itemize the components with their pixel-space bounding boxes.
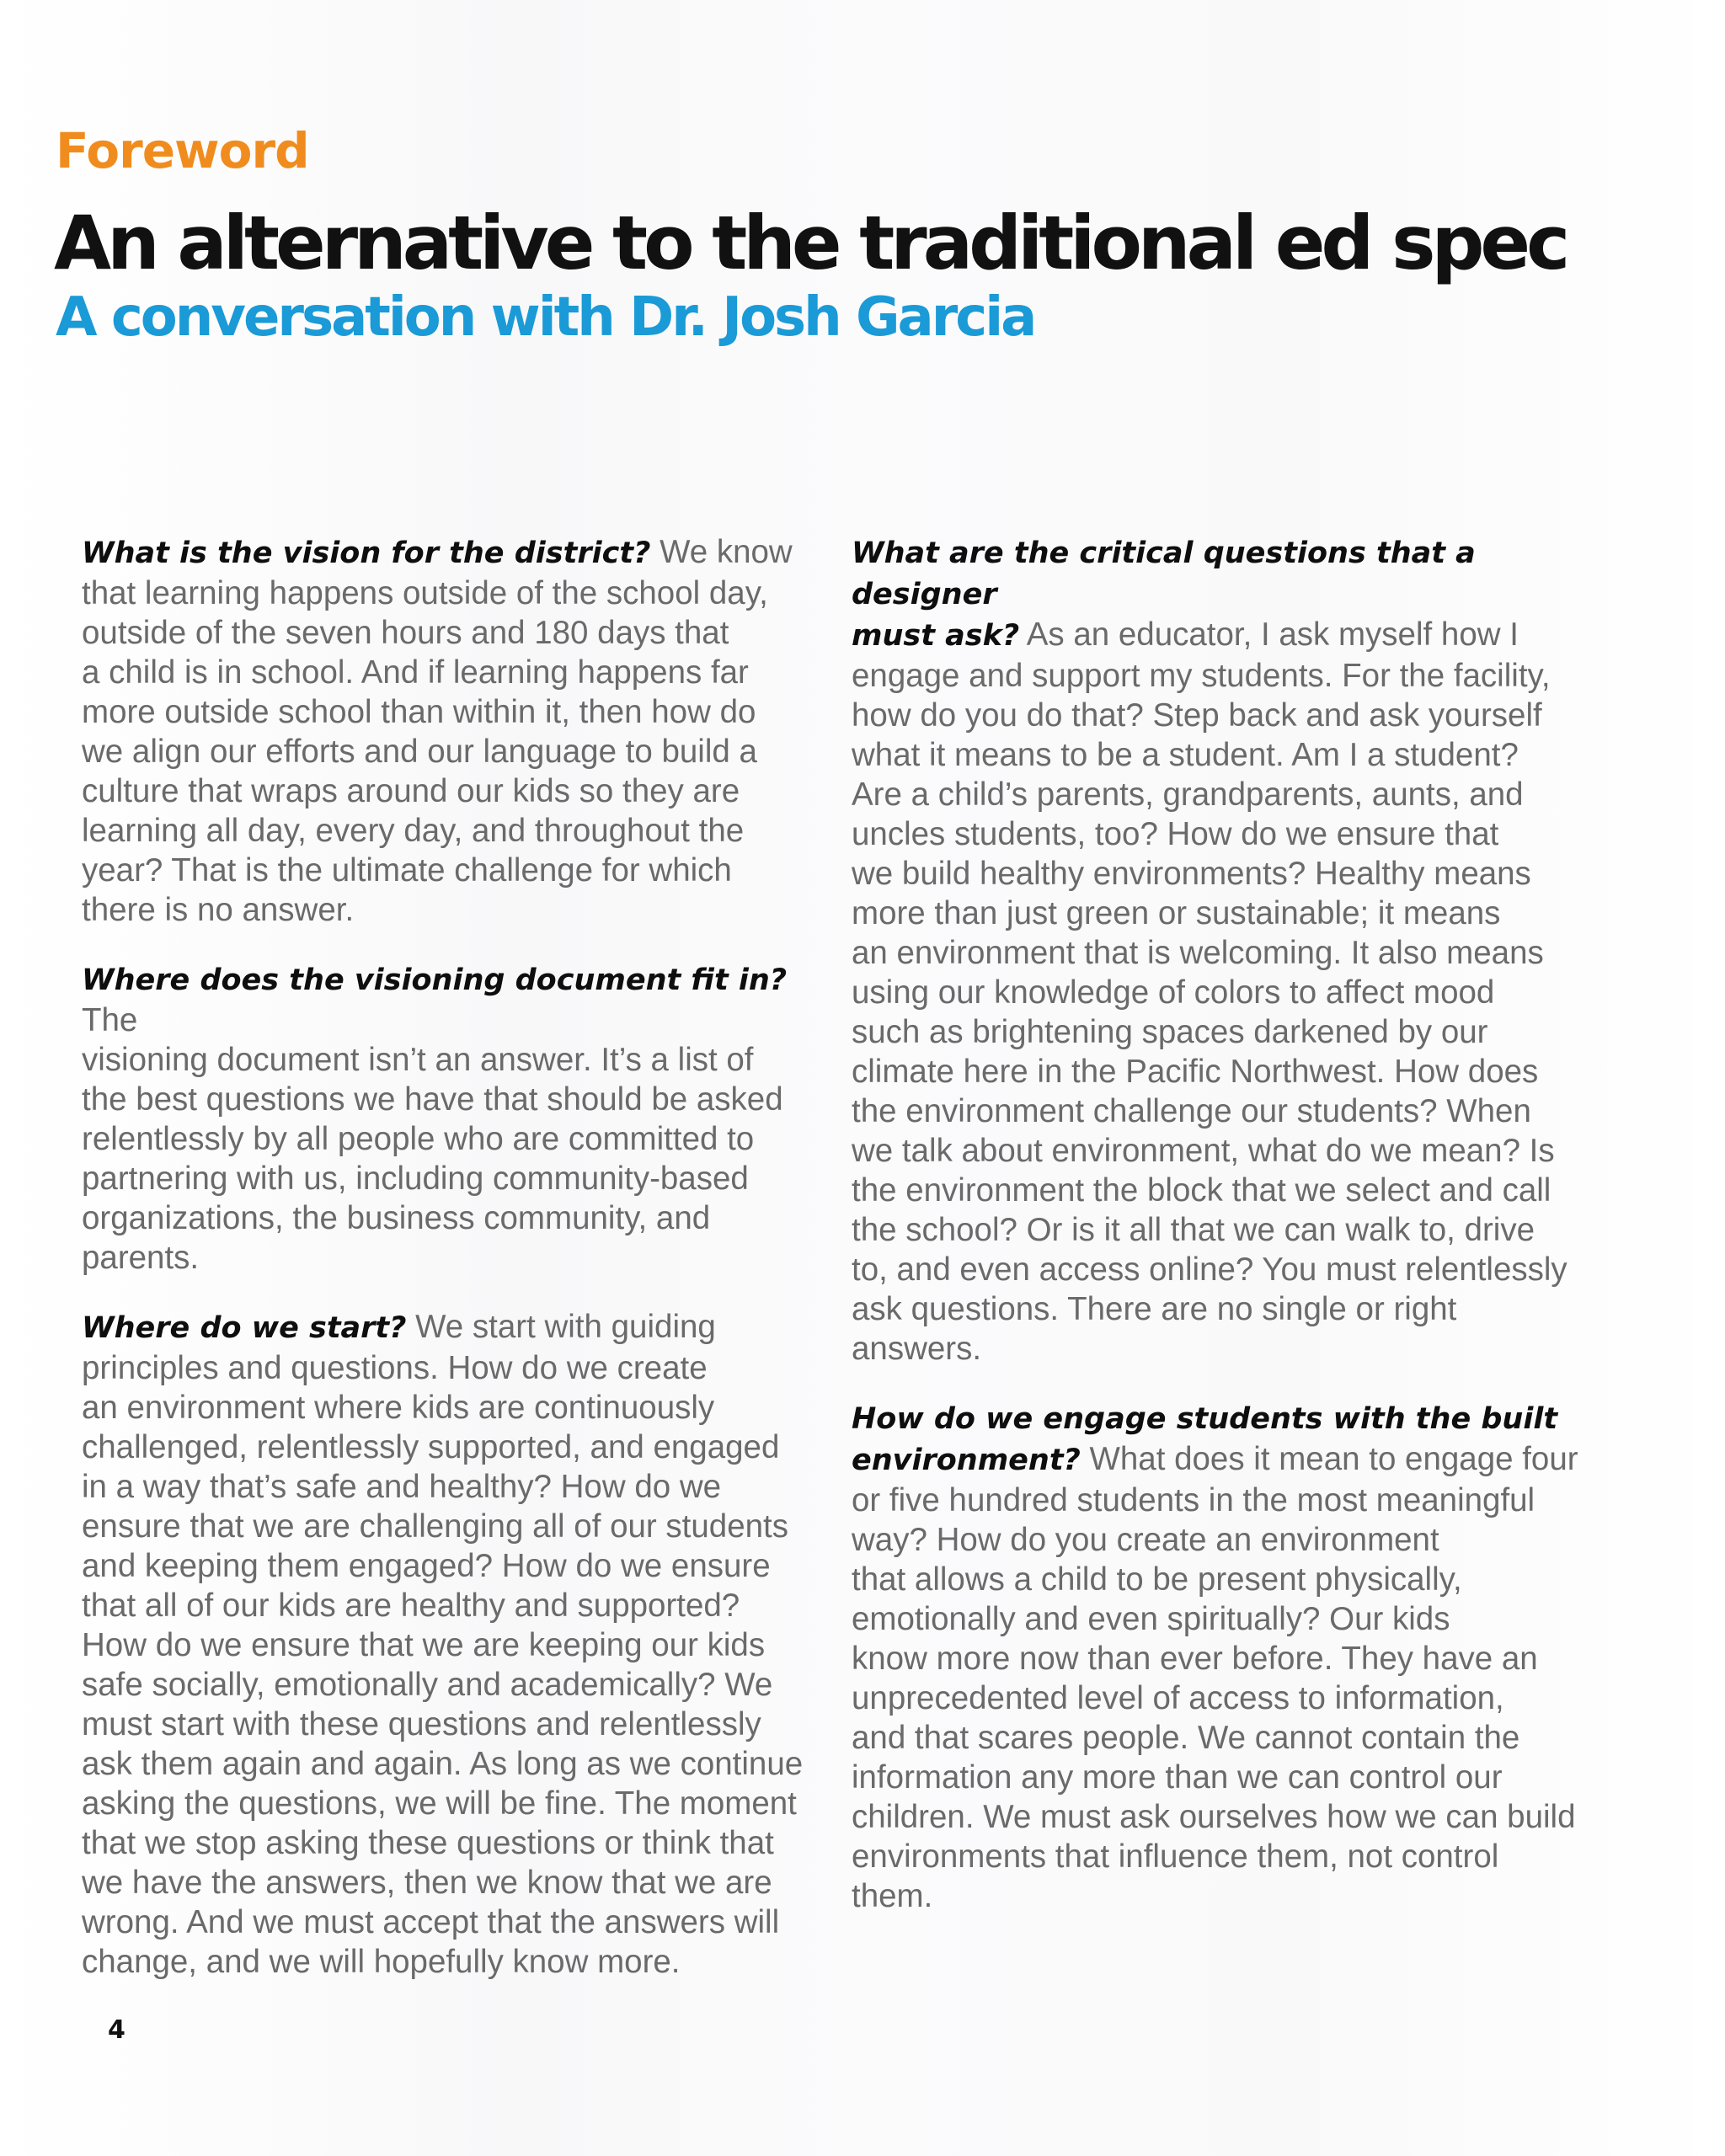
question-text: What is the vision for the district? [82,536,651,570]
answer-text: As an educator, I ask myself how I engage and support my students. For the facility, how do you do that? Step back and ask yourself what it means to be a student. Am I a student? Are a child’s parents, grandparents, aunts, and uncles students, too? How do we ensure that we build healthy environments? Healthy means more than just green or sustainable; it means an environment that is welcoming. It also means using our knowledge of colors to affect mood such as brightening spaces darkened by our climate here in the Pacific Northwest. How does the environment challenge our students? When we talk about environment, what do we mean? Is the environment the block that we select and call the school? Or is it all that we can walk to, drive to, and even access online? You must relentlessly ask questions. There are no single or right answers. [852,616,1567,1367]
answer-text: We start with guiding principles and questions. How do we create an environment where kids are continuously challenged, relentlessly supported, and engaged in a way that’s safe and healthy? How do we ensure that we are challenging all of our students and keeping them engaged? How do we ensure that all of our kids are healthy and supported? How do we ensure that we are keeping our kids safe socially, emotionally and academically? We must start with these questions and relentlessly ask them again and again. As long as we continue asking the questions, we will be fine. The moment that we stop asking these questions or think that we have the answers, then we know that we are wrong. And we must accept that the answers will change, and we will hopefully know more. [82,1309,804,1980]
qa-critical-questions [852,532,1593,1369]
question-text: How do we engage students with the built environment? [852,1402,1558,1477]
page-subtitle: A conversation with Dr. Josh Garcia [56,286,1035,349]
qa-where-start [82,1307,823,1982]
answer-text: We know that learning happens outside of the school day, outside of the seven hours and 180 days that a child is in school. And if learning happens far more outside school than within it, then how do we align our efforts and our language to build a culture that wraps around our kids so they are learning all day, every day, and throughout the year? That is the ultimate challenge for which there is no answer. [82,534,793,928]
qa-visioning-document [82,959,823,1278]
left-column [82,532,823,2011]
page-number: 4 [108,2015,126,2045]
question-text: Where do we start? [82,1311,407,1345]
right-column [852,532,1593,1945]
page-title: An alternative to the traditional ed spec [54,200,1567,286]
question-text: Where does the visioning document fit in? [82,963,788,997]
answer-text: The visioning document isn’t an answer. It’s a list of the best questions we have that should be asked relentlessly by all people who are committed to partnering with us, including community-based organizations, the business community, and parents. [82,1002,783,1276]
qa-vision [82,532,823,930]
question-text: What are the critical questions that a designer must ask? [852,536,1476,653]
answer-text: What does it mean to engage four or five hundred students in the most meaningful way? How do you create an environment that allows a child to be present physically, emotionally and even spiritually? Our kids know more now than ever before. They have an unprecedented level of access to information, and that scares people. We cannot contain the information any more than we can control our children. We must ask ourselves how we can build environments that influence them, not control them. [852,1441,1578,1914]
qa-built-environment [852,1398,1593,1916]
section-label: Foreword [56,122,309,179]
